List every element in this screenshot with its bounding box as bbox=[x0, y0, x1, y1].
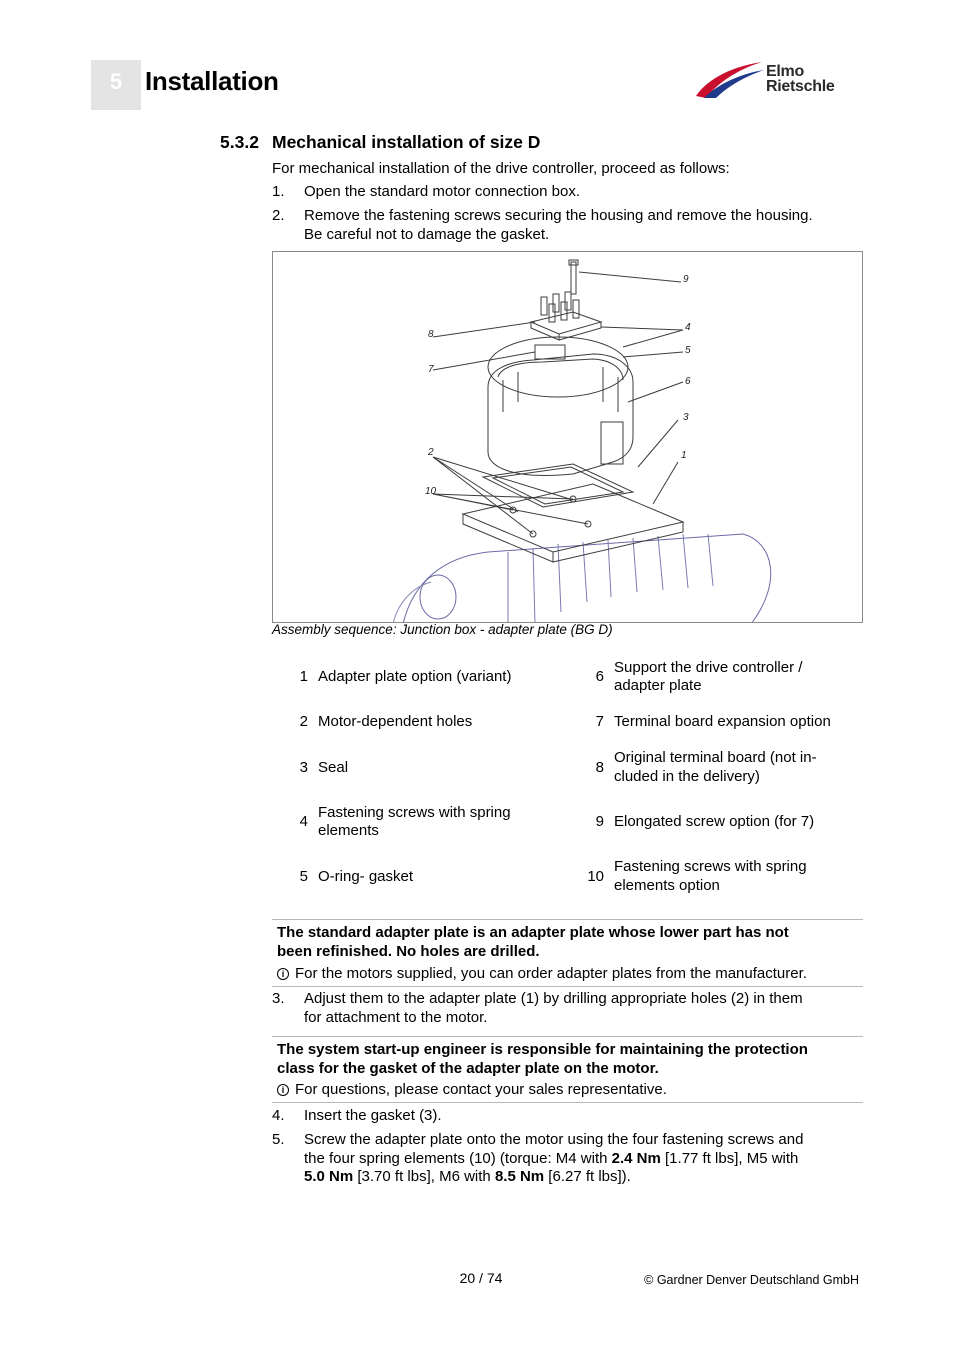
figure-caption: Assembly sequence: Junction box - adapter plate (BG D) bbox=[272, 622, 613, 637]
callout-label: 4 bbox=[685, 322, 691, 333]
legend-number: 6 bbox=[595, 668, 604, 685]
callout-label: 9 bbox=[683, 274, 689, 285]
step-text-segment: [3.70 ft lbs], M6 with bbox=[353, 1168, 495, 1185]
note-info bbox=[272, 961, 863, 984]
note-bold-text bbox=[272, 920, 863, 961]
step-text-line1: Adjust them to the adapter plate (1) by drilling appropriate holes (2) in them bbox=[304, 990, 803, 1007]
torque-value: 8.5 Nm bbox=[494, 1168, 545, 1185]
note-box bbox=[272, 919, 863, 987]
note-info-text: For the motors supplied, you can order adapter plates from the manufacturer. bbox=[295, 965, 807, 982]
step-text-segment: [1.77 ft lbs], M5 with bbox=[660, 1149, 799, 1167]
section-title: Mechanical installation of size D bbox=[272, 132, 541, 152]
note-box bbox=[272, 1036, 863, 1103]
legend-number: 4 bbox=[299, 813, 308, 830]
legend-text: Motor-dependent holes bbox=[318, 713, 473, 730]
step-text-line1: Screw the adapter plate onto the motor using the four fastening screws and bbox=[304, 1131, 804, 1148]
note-bold-line: class for the gasket of the adapter plate on the motor. bbox=[277, 1060, 659, 1077]
step-text-line3 bbox=[304, 1168, 862, 1187]
step-text-line2: Be careful not to damage the gasket. bbox=[304, 225, 550, 243]
legend-number: 10 bbox=[587, 868, 604, 885]
legend-number: 9 bbox=[595, 813, 604, 830]
callout-label: 7 bbox=[428, 364, 434, 375]
note-bold-line: The system start-up engineer is responsible for maintaining the protection bbox=[277, 1041, 808, 1058]
step-number: 5. bbox=[272, 1131, 285, 1148]
step-text-line1: Remove the fastening screws securing the housing and remove the housing. bbox=[304, 207, 813, 224]
callout-label: 2 bbox=[428, 447, 434, 458]
legend-text: elements option bbox=[614, 877, 720, 894]
callout-label: 10 bbox=[425, 486, 437, 497]
legend-text: cluded in the delivery) bbox=[614, 768, 760, 785]
logo-swoosh-icon bbox=[694, 58, 766, 100]
step-text-segment: the four spring elements (10) (torque: M4 with bbox=[304, 1149, 612, 1167]
legend-number: 5 bbox=[299, 868, 308, 885]
callout-label: 6 bbox=[685, 376, 691, 387]
company-logo bbox=[694, 58, 854, 100]
note-bold-line: The standard adapter plate is an adapter plate whose lower part has not bbox=[277, 924, 789, 941]
legend-number: 8 bbox=[595, 759, 604, 776]
note-bold-text bbox=[272, 1037, 863, 1078]
legend-text: Original terminal board (not in- bbox=[614, 749, 817, 766]
legend-text: O-ring- gasket bbox=[318, 868, 414, 885]
legend-number: 3 bbox=[299, 759, 308, 776]
step-text: Open the standard motor connection box. bbox=[304, 183, 581, 200]
callout-label: 8 bbox=[428, 329, 434, 340]
intro-paragraph: For mechanical installation of the drive controller, proceed as follows: bbox=[272, 160, 730, 177]
callout-label: 1 bbox=[681, 450, 687, 461]
page-number: 20 / 74 bbox=[459, 1270, 503, 1286]
callout-label: 5 bbox=[685, 345, 691, 356]
section-number: 5.3.2 bbox=[220, 132, 259, 152]
legend-text: Terminal board expansion option bbox=[614, 713, 831, 730]
step-text-line2 bbox=[304, 1150, 862, 1169]
legend-text: Adapter plate option (variant) bbox=[318, 668, 512, 685]
legend-number: 1 bbox=[299, 668, 308, 685]
torque-value: 2.4 Nm bbox=[611, 1149, 661, 1167]
legend-text: elements bbox=[318, 822, 379, 839]
step-number: 3. bbox=[272, 990, 285, 1007]
step-number: 2. bbox=[272, 207, 285, 224]
legend-number: 2 bbox=[299, 713, 308, 730]
step-text-line2: for attachment to the motor. bbox=[304, 1008, 488, 1026]
legend-text: Fastening screws with spring bbox=[614, 858, 807, 875]
logo-text-line1: Elmo bbox=[766, 63, 804, 80]
step-5 bbox=[272, 1131, 862, 1187]
note-info-text: For questions, please contact your sales representative. bbox=[295, 1081, 667, 1098]
step-text: Insert the gasket (3). bbox=[304, 1107, 442, 1124]
step-3 bbox=[272, 990, 862, 1027]
legend-text: Seal bbox=[318, 759, 349, 776]
step-number: 4. bbox=[272, 1107, 285, 1124]
note-bold-line: been refinished. No holes are drilled. bbox=[277, 943, 540, 960]
chapter-number-box bbox=[91, 60, 141, 110]
info-icon: i bbox=[277, 1084, 289, 1096]
legend-text: Support the drive controller / bbox=[614, 659, 803, 676]
assembly-figure bbox=[272, 251, 863, 623]
step-1 bbox=[272, 183, 862, 202]
step-4 bbox=[272, 1107, 862, 1126]
info-icon: i bbox=[277, 968, 289, 980]
chapter-title: Installation bbox=[145, 66, 279, 96]
legend-text: Fastening screws with spring bbox=[318, 804, 511, 821]
logo-text-line2: Rietschle bbox=[766, 78, 835, 95]
chapter-number: 5 bbox=[109, 69, 123, 94]
copyright-notice: © Gardner Denver Deutschland GmbH bbox=[644, 1273, 859, 1287]
step-text-segment: [6.27 ft lbs]). bbox=[544, 1168, 631, 1185]
step-2 bbox=[272, 207, 862, 244]
note-info bbox=[272, 1078, 863, 1100]
callout-label: 3 bbox=[683, 412, 689, 423]
step-number: 1. bbox=[272, 183, 285, 200]
assembly-drawing bbox=[273, 252, 863, 623]
legend-number: 7 bbox=[595, 713, 604, 730]
section-heading bbox=[220, 132, 540, 153]
torque-value: 5.0 Nm bbox=[304, 1168, 354, 1185]
legend-text: Elongated screw option (for 7) bbox=[614, 813, 815, 830]
legend-text: adapter plate bbox=[614, 677, 702, 694]
